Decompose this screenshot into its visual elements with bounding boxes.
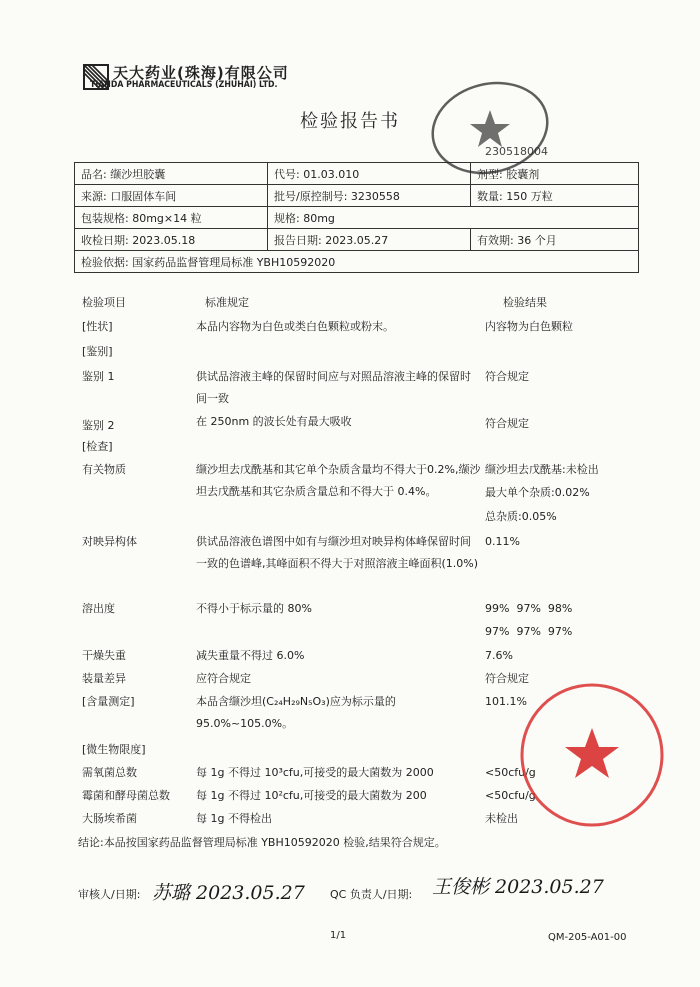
item-aerobic: 需氧菌总数 xyxy=(82,766,137,779)
report-date-value: 2023.05.27 xyxy=(325,233,389,247)
page-number: 1/1 xyxy=(330,930,347,941)
basis-value: 国家药品监督管理局标准 YBH10592020 xyxy=(132,255,336,269)
result-related-1: 缬沙坦去戊酰基:未检出 xyxy=(485,463,599,476)
item-related-substances: 有关物质 xyxy=(82,463,126,476)
result-assay: 101.1% xyxy=(485,695,527,708)
quality-seal-stamp xyxy=(517,680,667,830)
std-fill-uniformity: 应符合规定 xyxy=(196,672,251,685)
pack-label: 包装规格: xyxy=(81,211,129,225)
code-label: 代号: xyxy=(274,167,300,181)
item-ident2: 鉴别 2 xyxy=(82,419,115,432)
pack-value: 80mg×14 粒 xyxy=(132,211,202,225)
item-enantiomer: 对映异构体 xyxy=(82,535,137,548)
result-aerobic: <50cfu/g xyxy=(485,766,536,779)
std-mold-yeast: 每 1g 不得过 10²cfu,可接受的最大菌数为 200 xyxy=(196,789,427,802)
item-ecoli: 大肠埃希菌 xyxy=(82,812,137,825)
source-label: 来源: xyxy=(81,189,107,203)
item-drying-loss: 干燥失重 xyxy=(82,649,126,662)
col-header-result: 检验结果 xyxy=(503,296,547,309)
validity-value: 36 个月 xyxy=(517,233,557,247)
result-ident1: 符合规定 xyxy=(485,370,529,383)
std-assay-1: 本品含缬沙坦(C₂₄H₂₉N₅O₃)应为标示量的 xyxy=(196,695,396,708)
std-drying-loss: 减失重量不得过 6.0% xyxy=(196,649,305,662)
qc-label: QC 负责人/日期: xyxy=(330,888,413,901)
result-dissolution-1: 99% 97% 98% xyxy=(485,602,573,615)
basis-label: 检验依据: xyxy=(81,255,129,269)
spec-value: 80mg xyxy=(303,211,335,225)
result-mold-yeast: <50cfu/g xyxy=(485,789,536,802)
receive-date-value: 2023.05.18 xyxy=(132,233,196,247)
batch-value: 3230558 xyxy=(350,189,400,203)
result-enantiomer: 0.11% xyxy=(485,535,520,548)
item-ident1: 鉴别 1 xyxy=(82,370,115,383)
source-value: 口服固体车间 xyxy=(110,189,177,203)
std-related-substances: 缬沙坦去戊酰基和其它单个杂质含量均不得大于0.2%,缬沙坦去戊酰基和其它杂质含量总和不得大于 0.4%。 xyxy=(196,463,481,498)
std-ident2: 在 250nm 的波长处有最大吸收 xyxy=(196,415,352,428)
result-drying-loss: 7.6% xyxy=(485,649,513,662)
batch-label: 批号/原控制号: xyxy=(274,189,348,203)
col-header-item: 检验项目 xyxy=(82,296,126,309)
section-check: [检查] xyxy=(82,440,113,453)
result-dissolution-2: 97% 97% 97% xyxy=(485,625,573,638)
company-name-cn: 天大药业(珠海)有限公司 xyxy=(113,64,289,82)
product-value: 缬沙坦胶囊 xyxy=(110,167,166,181)
std-enantiomer: 供试品溶液色谱图中如有与缬沙坦对映异构体峰保留时间一致的色谱峰,其峰面积不得大于对照溶液主峰面积(1.0%) xyxy=(196,535,479,570)
form-value: 胶囊剂 xyxy=(506,167,540,181)
report-date-label: 报告日期: xyxy=(274,233,322,247)
reviewer-label: 审核人/日期: xyxy=(78,888,141,901)
form-code: QM-205-A01-00 xyxy=(548,932,627,943)
col-header-standard: 标准规定 xyxy=(205,296,249,309)
product-info-table xyxy=(74,162,639,273)
section-identification: [鉴别] xyxy=(82,345,113,358)
qc-signature: 王俊彬 2023.05.27 xyxy=(432,876,604,898)
company-name-en: TIANDA PHARMACEUTICALS (ZHUHAI) LTD. xyxy=(90,80,278,90)
code-value: 01.03.010 xyxy=(303,167,360,181)
std-dissolution: 不得小于标示量的 80% xyxy=(196,602,312,615)
product-label: 品名: xyxy=(81,167,107,181)
form-label: 剂型: xyxy=(477,167,503,181)
receive-date-label: 收检日期: xyxy=(81,233,129,247)
result-related-2: 最大单个杂质:0.02% xyxy=(485,486,590,499)
spec-label: 规格: xyxy=(274,211,300,225)
qc-seal-stamp xyxy=(418,72,568,176)
document-title: 检验报告书 xyxy=(300,111,400,132)
item-assay: [含量测定] xyxy=(82,695,135,708)
report-number: 230518004 xyxy=(485,145,548,158)
result-ident2: 符合规定 xyxy=(485,417,529,430)
qty-value: 150 万粒 xyxy=(506,189,553,203)
item-fill-uniformity: 装量差异 xyxy=(82,672,126,685)
std-ecoli: 每 1g 不得检出 xyxy=(196,812,272,825)
validity-label: 有效期: xyxy=(477,233,514,247)
reviewer-signature: 苏璐 2023.05.27 xyxy=(152,882,305,904)
section-microbial: [微生物限度] xyxy=(82,743,146,756)
result-related-3: 总杂质:0.05% xyxy=(485,510,557,523)
std-assay-2: 95.0%~105.0%。 xyxy=(196,717,294,730)
std-ident1: 供试品溶液主峰的保留时间应与对照品溶液主峰的保留时间一致 xyxy=(196,370,471,405)
result-ecoli: 未检出 xyxy=(485,812,518,825)
item-dissolution: 溶出度 xyxy=(82,602,115,615)
std-character: 本品内容物为白色或类白色颗粒或粉末。 xyxy=(196,320,394,333)
qty-label: 数量: xyxy=(477,189,503,203)
result-character: 内容物为白色颗粒 xyxy=(485,320,573,333)
item-character: [性状] xyxy=(82,320,113,333)
item-mold-yeast: 霉菌和酵母菌总数 xyxy=(82,789,170,802)
std-aerobic: 每 1g 不得过 10³cfu,可接受的最大菌数为 2000 xyxy=(196,766,434,779)
conclusion: 结论:本品按国家药品监督管理局标准 YBH10592020 检验,结果符合规定。 xyxy=(78,836,446,849)
result-fill-uniformity: 符合规定 xyxy=(485,672,529,685)
